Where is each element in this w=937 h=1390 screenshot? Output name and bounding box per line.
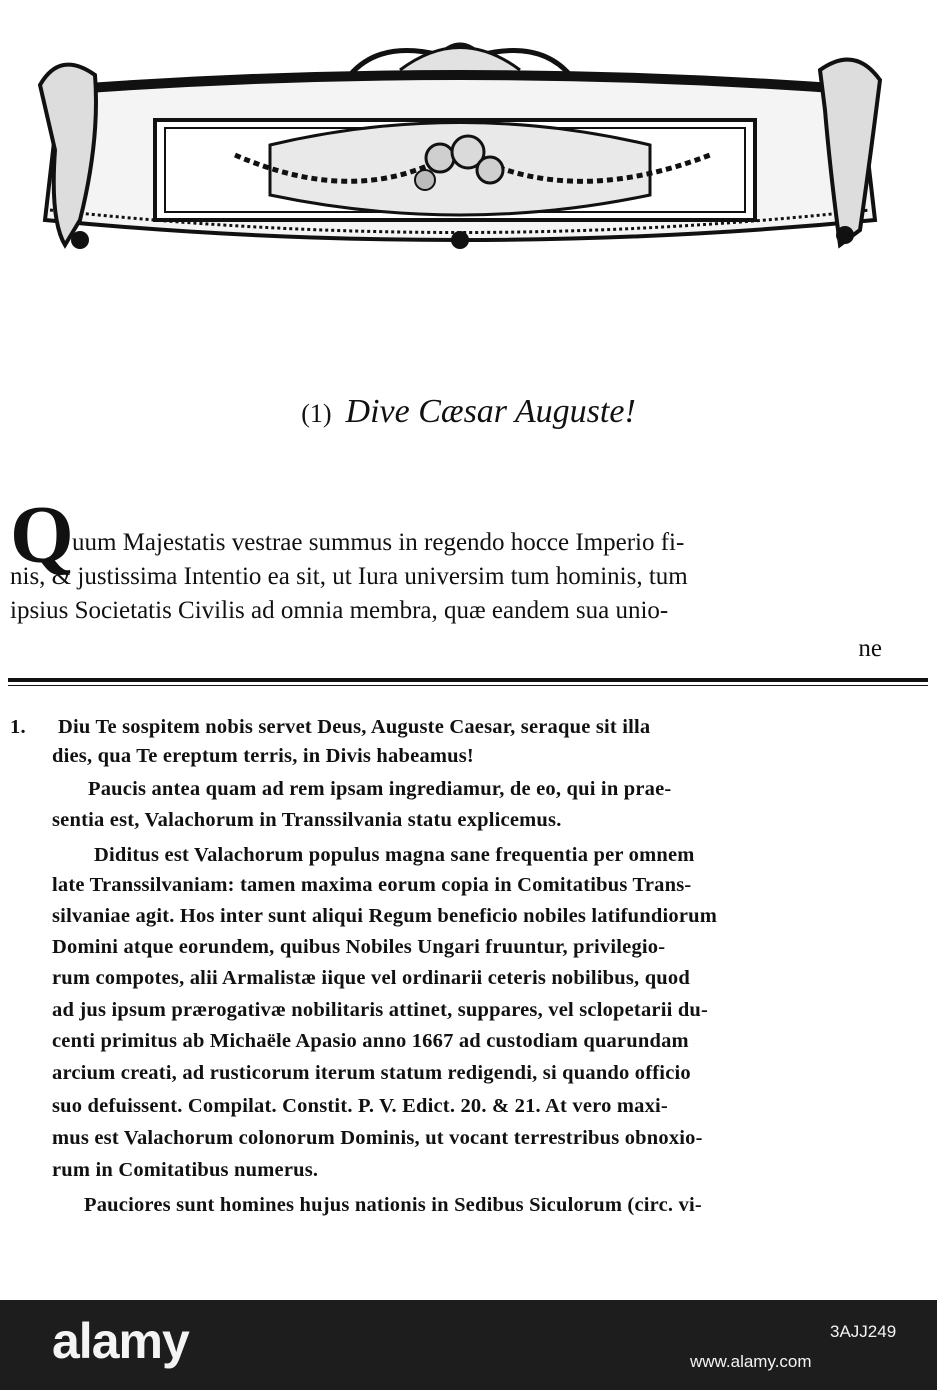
footnote-line: sentia est, Valachorum in Transsilvania statu explicemus. — [52, 809, 562, 831]
footnote-line: Domini atque eorundem, quibus Nobiles Ungari fruuntur, privilegio- — [52, 936, 666, 958]
footnote-line: ad jus ipsum prærogativæ nobilitaris attinet, suppares, vel sclopetarii du- — [52, 999, 709, 1021]
footnote-line: suo defuissent. Compilat. Constit. P. V. Edict. 20. & 21. At vero maxi- — [52, 1095, 668, 1117]
footnote-line: silvaniae agit. Hos inter sunt aliqui Regum beneficio nobiles latifundiorum — [52, 905, 717, 927]
footnote-line: arcium creati, ad rusticorum iterum statum redigendi, si quando officio — [52, 1062, 691, 1084]
footnote-line: dies, qua Te ereptum terris, in Divis habeamus! — [52, 745, 474, 767]
intro-line: uum Majestatis vestrae summus in regendo hocce Imperio fi- — [72, 529, 685, 556]
ornamental-banner-icon — [20, 30, 900, 260]
watermark-logo: alamy — [52, 1313, 189, 1369]
footnote-divider-thin — [8, 685, 928, 686]
footnote-line: Diditus est Valachorum populus magna sane frequentia per omnem — [94, 844, 695, 866]
footnote-line: rum compotes, alii Armalistæ iique vel ordinarii ceteris nobilibus, quod — [52, 967, 690, 989]
page-title — [0, 388, 937, 438]
drop-cap: Q — [10, 489, 74, 580]
footnote-line: Pauciores sunt homines hujus nationis in Sedibus Siculorum (circ. vi- — [84, 1194, 702, 1216]
footnote-line: rum in Comitatibus numerus. — [52, 1159, 319, 1181]
intro-line: ne — [858, 635, 882, 662]
footnote-marker: 1. — [10, 716, 26, 738]
title-text: Dive Cæsar Auguste! — [345, 393, 636, 430]
watermark-url: www.alamy.com — [690, 1352, 812, 1371]
footnote-divider — [8, 678, 928, 682]
image-id: 3AJJ249 — [830, 1322, 897, 1341]
footnote-line: late Transsilvaniam: tamen maxima eorum copia in Comitatibus Trans- — [52, 874, 692, 896]
intro-line: nis, & justissima Intentio ea sit, ut Iura universim tum hominis, tum — [10, 563, 688, 590]
footnote-line: mus est Valachorum colonorum Dominis, ut vocant terrestribus obnoxio- — [52, 1127, 703, 1149]
intro-line: ipsius Societatis Civilis ad omnia membra, quæ eandem sua unio- — [10, 597, 669, 624]
footnote-line: centi primitus ab Michaële Apasio anno 1667 ad custodiam quarundam — [52, 1030, 689, 1052]
footnote-line: Diu Te sospitem nobis servet Deus, Auguste Caesar, seraque sit illa — [58, 716, 651, 738]
title-number: (1) — [301, 399, 332, 428]
footnote-line: Paucis antea quam ad rem ipsam ingrediamur, de eo, qui in prae- — [88, 778, 672, 800]
